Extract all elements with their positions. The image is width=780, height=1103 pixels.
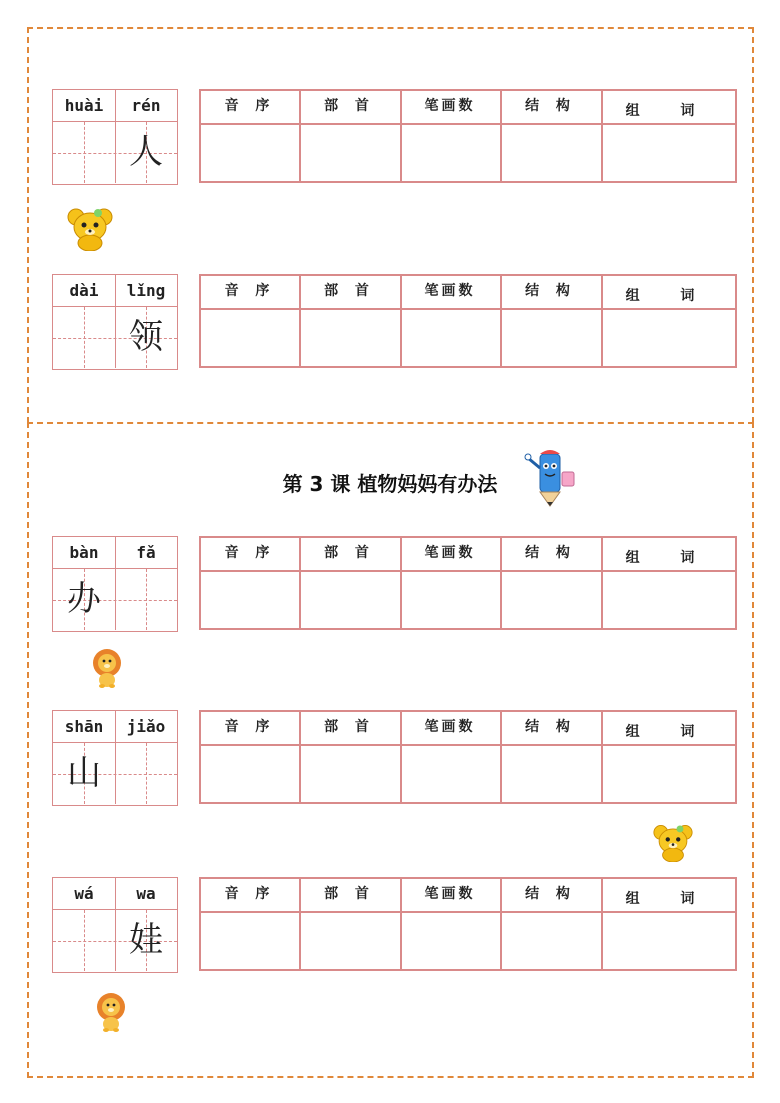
- header-jiegou: 结 构: [525, 545, 576, 561]
- header-jiegou: 结 构: [525, 886, 576, 902]
- lion-mascot-icon: [90, 648, 124, 688]
- header-zuci: 组 词: [625, 288, 713, 304]
- pencil-mascot-icon: [524, 446, 580, 508]
- hanzi-character: [53, 307, 115, 368]
- hanzi-character: [115, 743, 177, 804]
- hanzi-character: [53, 122, 115, 183]
- character-info-table: [199, 536, 737, 630]
- pinyin-syllable: rén: [131, 96, 161, 115]
- pinyin-syllable: jiǎo: [126, 717, 166, 736]
- character-info-table: [199, 274, 737, 368]
- hanzi-character: 山: [67, 753, 101, 793]
- character-info-table: [199, 877, 737, 971]
- hanzi-character: 领: [129, 317, 163, 357]
- tianzige-box: [52, 89, 178, 185]
- header-zuci: 组 词: [625, 724, 713, 740]
- header-zuci: 组 词: [625, 550, 713, 566]
- bear-mascot-icon: [66, 205, 114, 251]
- header-zuci: 组 词: [625, 891, 713, 907]
- header-bihuashu: 笔画数: [424, 719, 476, 735]
- pinyin-row: [53, 537, 177, 569]
- tianzige-box: [52, 877, 178, 973]
- lesson-title: 第 3 课 植物妈妈有办法: [282, 472, 498, 496]
- header-jiegou: 结 构: [525, 719, 576, 735]
- tianzige-box: [52, 274, 178, 370]
- pinyin-syllable: huài: [64, 96, 104, 115]
- hanzi-character: [53, 910, 115, 971]
- pinyin-syllable: fǎ: [136, 543, 156, 562]
- header-bushou: 部 首: [324, 886, 375, 902]
- header-zuci: 组 词: [625, 103, 713, 119]
- header-bushou: 部 首: [324, 283, 375, 299]
- pinyin-row: [53, 711, 177, 743]
- hanzi-character: [115, 569, 177, 630]
- pinyin-row: [53, 90, 177, 122]
- header-bihuashu: 笔画数: [424, 545, 476, 561]
- hanzi-character: 娃: [129, 920, 163, 960]
- pinyin-syllable: lǐng: [126, 281, 166, 300]
- pinyin-syllable: bàn: [69, 543, 99, 562]
- pinyin-syllable: wa: [136, 884, 156, 903]
- pinyin-syllable: dài: [69, 281, 99, 300]
- header-yinxu: 音 序: [224, 886, 276, 902]
- character-info-table: [199, 89, 737, 183]
- header-yinxu: 音 序: [224, 283, 276, 299]
- header-jiegou: 结 构: [525, 283, 576, 299]
- tianzige-box: [52, 536, 178, 632]
- pinyin-syllable: shān: [64, 717, 104, 736]
- pinyin-row: [53, 878, 177, 910]
- hanzi-character: 办: [67, 579, 101, 619]
- header-yinxu: 音 序: [224, 545, 276, 561]
- bear-mascot-icon: [652, 822, 694, 862]
- character-info-table: [199, 710, 737, 804]
- header-yinxu: 音 序: [224, 98, 276, 114]
- tianzige-box: [52, 710, 178, 806]
- header-bushou: 部 首: [324, 719, 375, 735]
- header-yinxu: 音 序: [224, 719, 276, 735]
- pinyin-syllable: wá: [74, 884, 94, 903]
- header-bihuashu: 笔画数: [424, 886, 476, 902]
- header-bushou: 部 首: [324, 545, 375, 561]
- hanzi-character: 人: [129, 132, 163, 172]
- pinyin-row: [53, 275, 177, 307]
- header-bihuashu: 笔画数: [424, 98, 476, 114]
- header-bushou: 部 首: [324, 98, 375, 114]
- header-bihuashu: 笔画数: [424, 283, 476, 299]
- lion-mascot-icon: [94, 992, 128, 1032]
- header-jiegou: 结 构: [525, 98, 576, 114]
